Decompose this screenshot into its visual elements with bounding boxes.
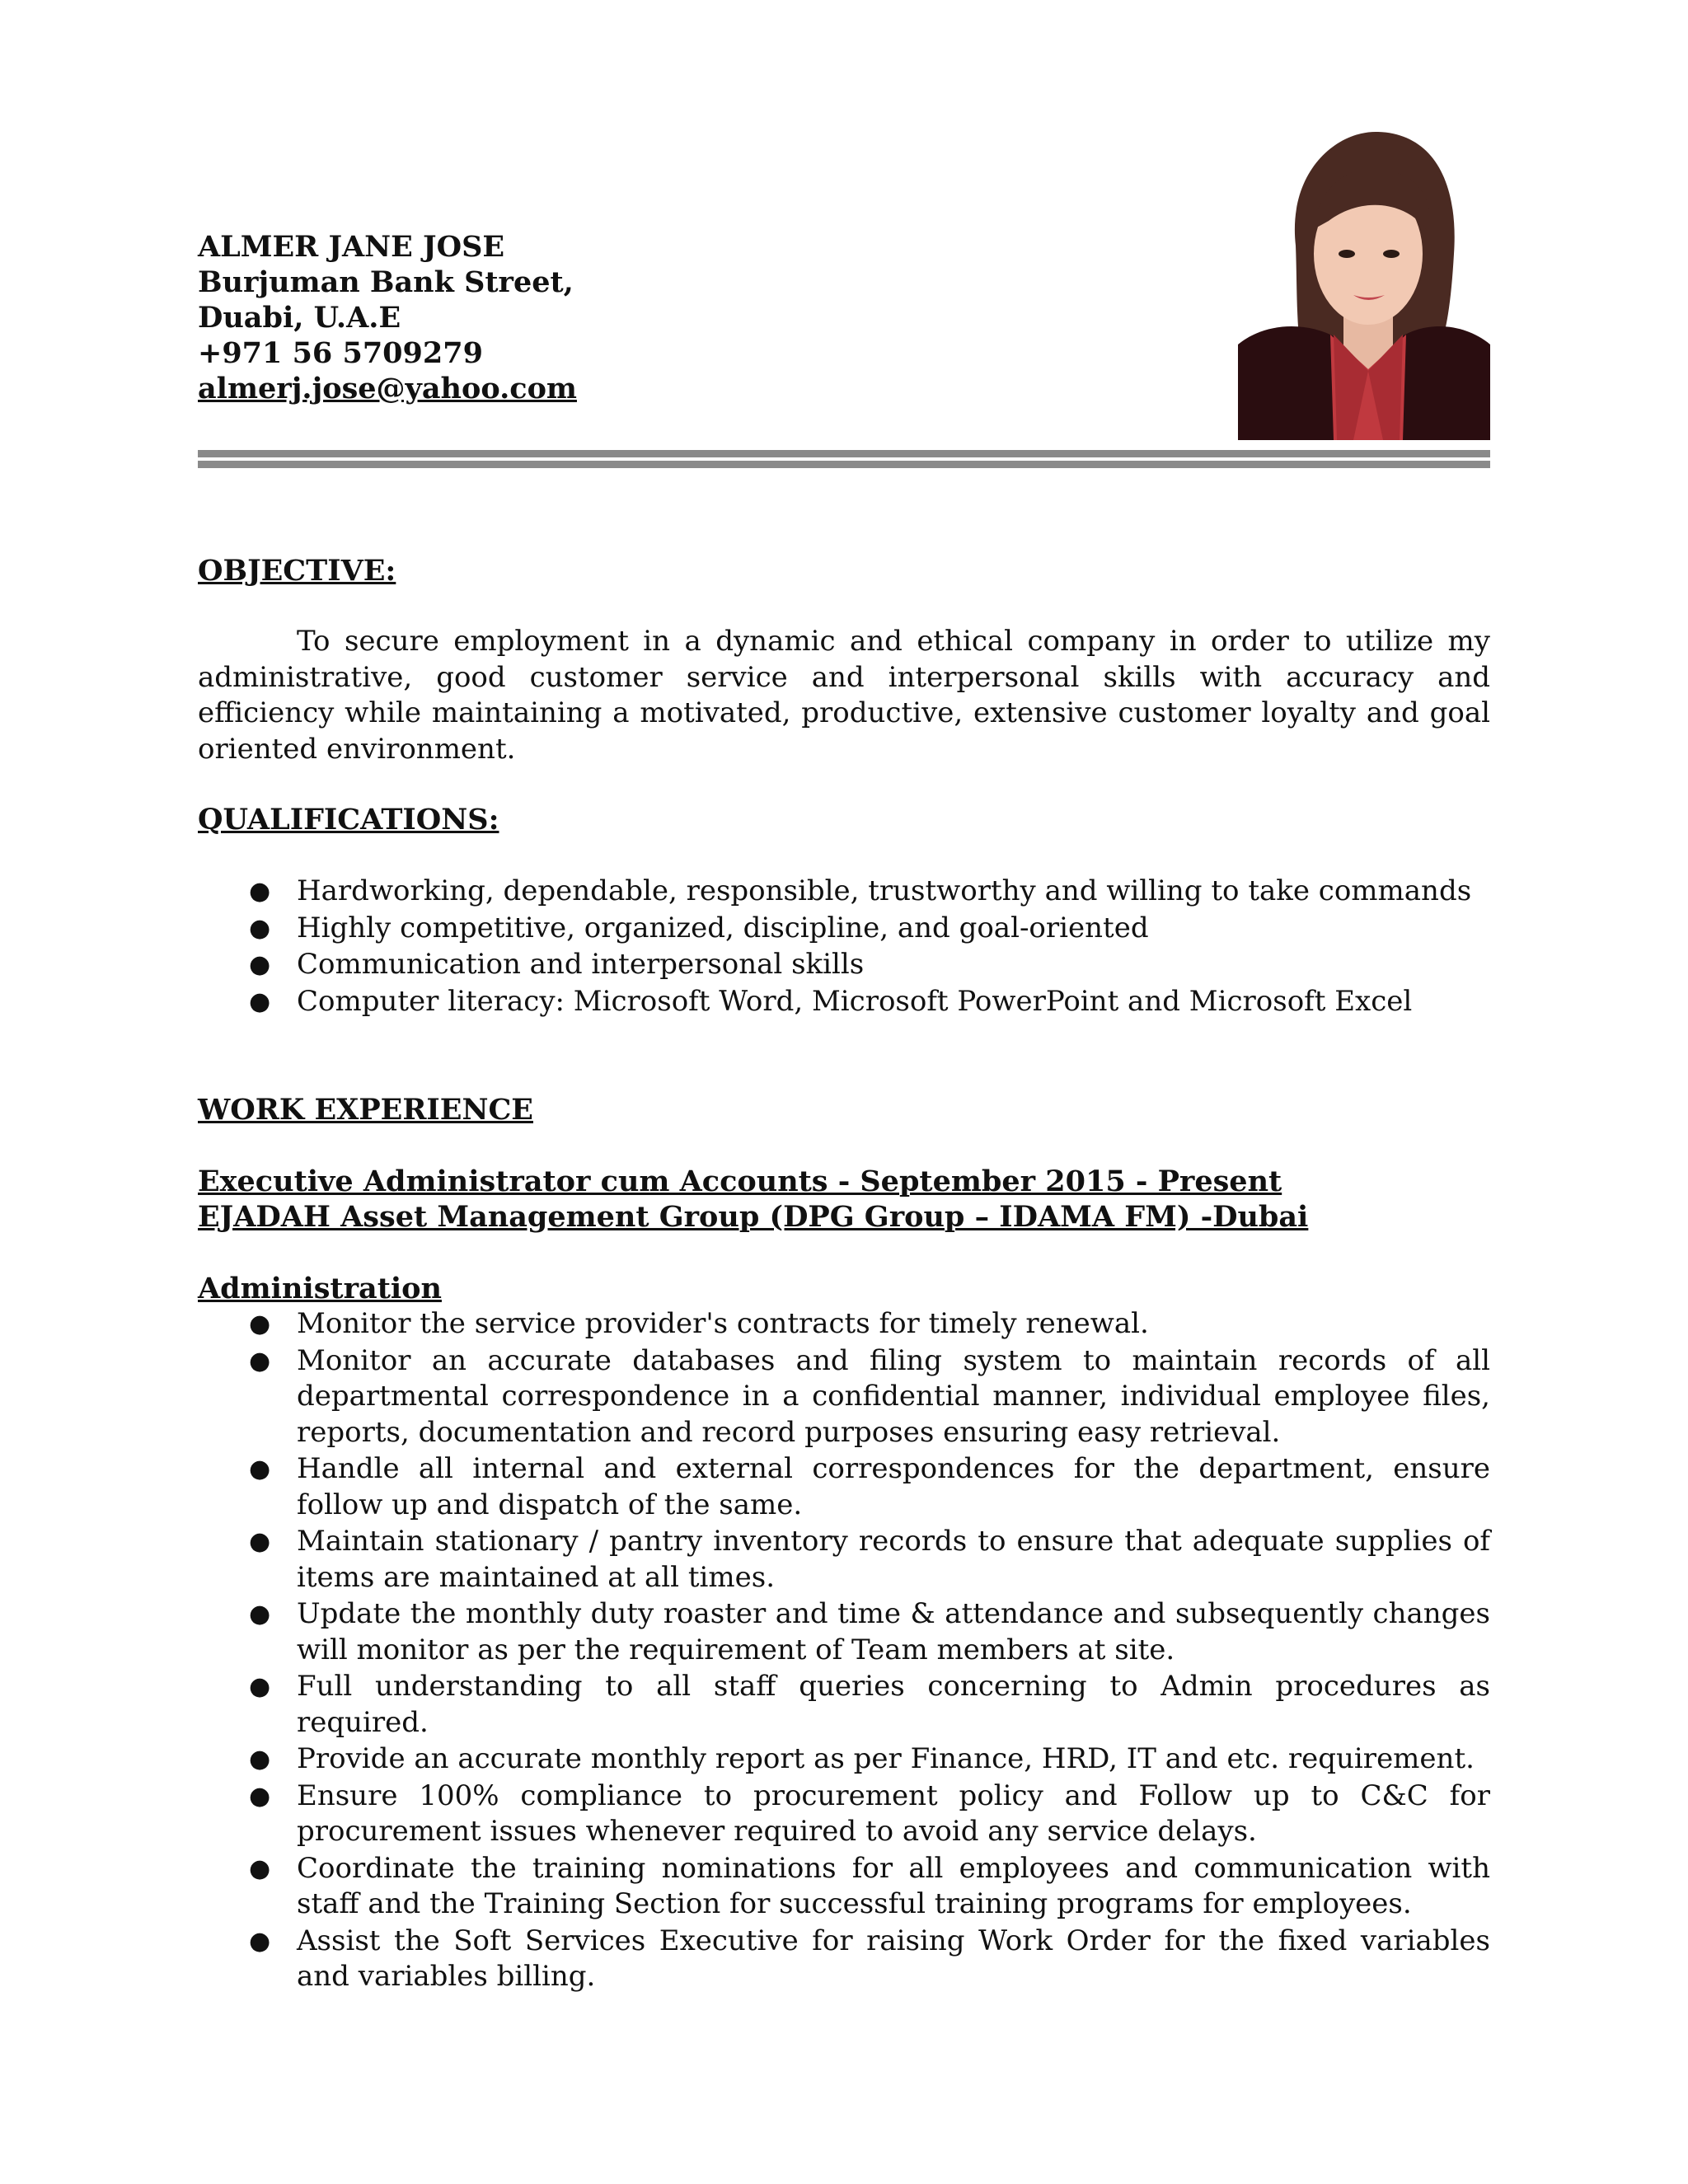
list-item [198, 1306, 1490, 1343]
list-item-text: Update the monthly duty roaster and time & attendance and subsequently changes will monitor as per the requirement of Team members at site. [297, 1597, 1490, 1666]
bullet-icon: ● [249, 877, 271, 906]
address-city: Duabi, U.A.E [198, 301, 401, 335]
list-item-text: Ensure 100% compliance to procurement policy and Follow up to C&C for procurement issues whenever required to avoid any service delays. [297, 1779, 1490, 1848]
list-item [198, 1451, 1490, 1523]
objective-heading: OBJECTIVE: [198, 554, 396, 588]
header-divider [198, 450, 1490, 470]
bullet-icon: ● [249, 950, 271, 979]
list-item-text: Highly competitive, organized, discipline, and goal-oriented [297, 911, 1149, 944]
company-name: EJADAH Asset Management Group (DPG Group – IDAMA FM) -Dubai [198, 1200, 1309, 1234]
bullet-icon: ● [249, 1600, 271, 1629]
profile-photo [1238, 122, 1490, 440]
list-item [198, 1851, 1490, 1923]
job-header [198, 1164, 1308, 1235]
bullet-icon: ● [249, 1745, 271, 1774]
bullet-icon: ● [249, 1310, 271, 1338]
list-item-text: Assist the Soft Services Executive for raising Work Order for the fixed variables and variables billing. [297, 1924, 1490, 1993]
list-item-text: Monitor the service provider's contracts for timely renewal. [297, 1307, 1149, 1340]
list-item-text: Coordinate the training nominations for all employees and communication with staff and the Training Section for successful training programs for employees. [297, 1851, 1490, 1920]
list-item [198, 1343, 1490, 1451]
bullet-icon: ● [249, 913, 271, 943]
list-item [198, 1596, 1490, 1668]
list-item-text: Maintain stationary / pantry inventory records to ensure that adequate supplies of items are maintained at all times. [297, 1525, 1490, 1594]
bullet-icon: ● [249, 1781, 271, 1811]
list-item-text: Hardworking, dependable, responsible, trustworthy and willing to take commands [297, 874, 1472, 907]
list-item-text: Communication and interpersonal skills [297, 948, 865, 981]
contact-block [198, 229, 577, 406]
bullet-icon: ● [249, 1527, 271, 1556]
bullet-icon: ● [249, 987, 271, 1016]
list-item-text: Computer literacy: Microsoft Word, Microsoft PowerPoint and Microsoft Excel [297, 984, 1413, 1018]
job-title: Executive Administrator cum Accounts - September 2015 - Present [198, 1165, 1282, 1198]
list-item [198, 1524, 1490, 1596]
list-item [198, 911, 1490, 947]
list-item [198, 1741, 1490, 1778]
phone-number: +971 56 5709279 [198, 336, 483, 370]
administration-list [198, 1306, 1490, 1996]
work-experience-heading: WORK EXPERIENCE [198, 1093, 533, 1127]
list-item [198, 947, 1490, 983]
administration-heading: Administration [198, 1272, 442, 1305]
list-item [198, 1669, 1490, 1741]
email-link[interactable]: almerj.jose@yahoo.com [198, 372, 577, 405]
list-item-text: Full understanding to all staff queries concerning to Admin procedures as required. [297, 1670, 1490, 1739]
bullet-icon: ● [249, 1346, 271, 1376]
candidate-name: ALMER JANE JOSE [198, 230, 505, 264]
list-item-text: Monitor an accurate databases and filing system to maintain records of all departmental correspondence in a confidential manner, individual employee files, reports, documentation and record purposes ensuring easy retrieval. [297, 1343, 1490, 1449]
bullet-icon: ● [249, 1854, 271, 1883]
objective-text: To secure employment in a dynamic and ethical company in order to utilize my administrative, good customer service and interpersonal skills with accuracy and efficiency while maintaining a motivated, productive, extensive customer loyalty and goal oriented environment. [198, 625, 1490, 766]
divider-line [198, 450, 1490, 457]
bullet-icon: ● [249, 1672, 271, 1701]
list-item [198, 1924, 1490, 1995]
bullet-icon: ● [249, 1455, 271, 1483]
address-street: Burjuman Bank Street, [198, 265, 574, 299]
list-item-text: Handle all internal and external correspondences for the department, ensure follow up and dispatch of the same. [297, 1452, 1490, 1521]
list-item [198, 874, 1490, 910]
list-item [198, 984, 1490, 1020]
divider-line [198, 461, 1490, 468]
bullet-icon: ● [249, 1926, 271, 1956]
qualifications-list [198, 874, 1490, 1020]
list-item-text: Provide an accurate monthly report as per Finance, HRD, IT and etc. requirement. [297, 1742, 1475, 1775]
list-item [198, 1779, 1490, 1850]
qualifications-heading: QUALIFICATIONS: [198, 803, 499, 837]
